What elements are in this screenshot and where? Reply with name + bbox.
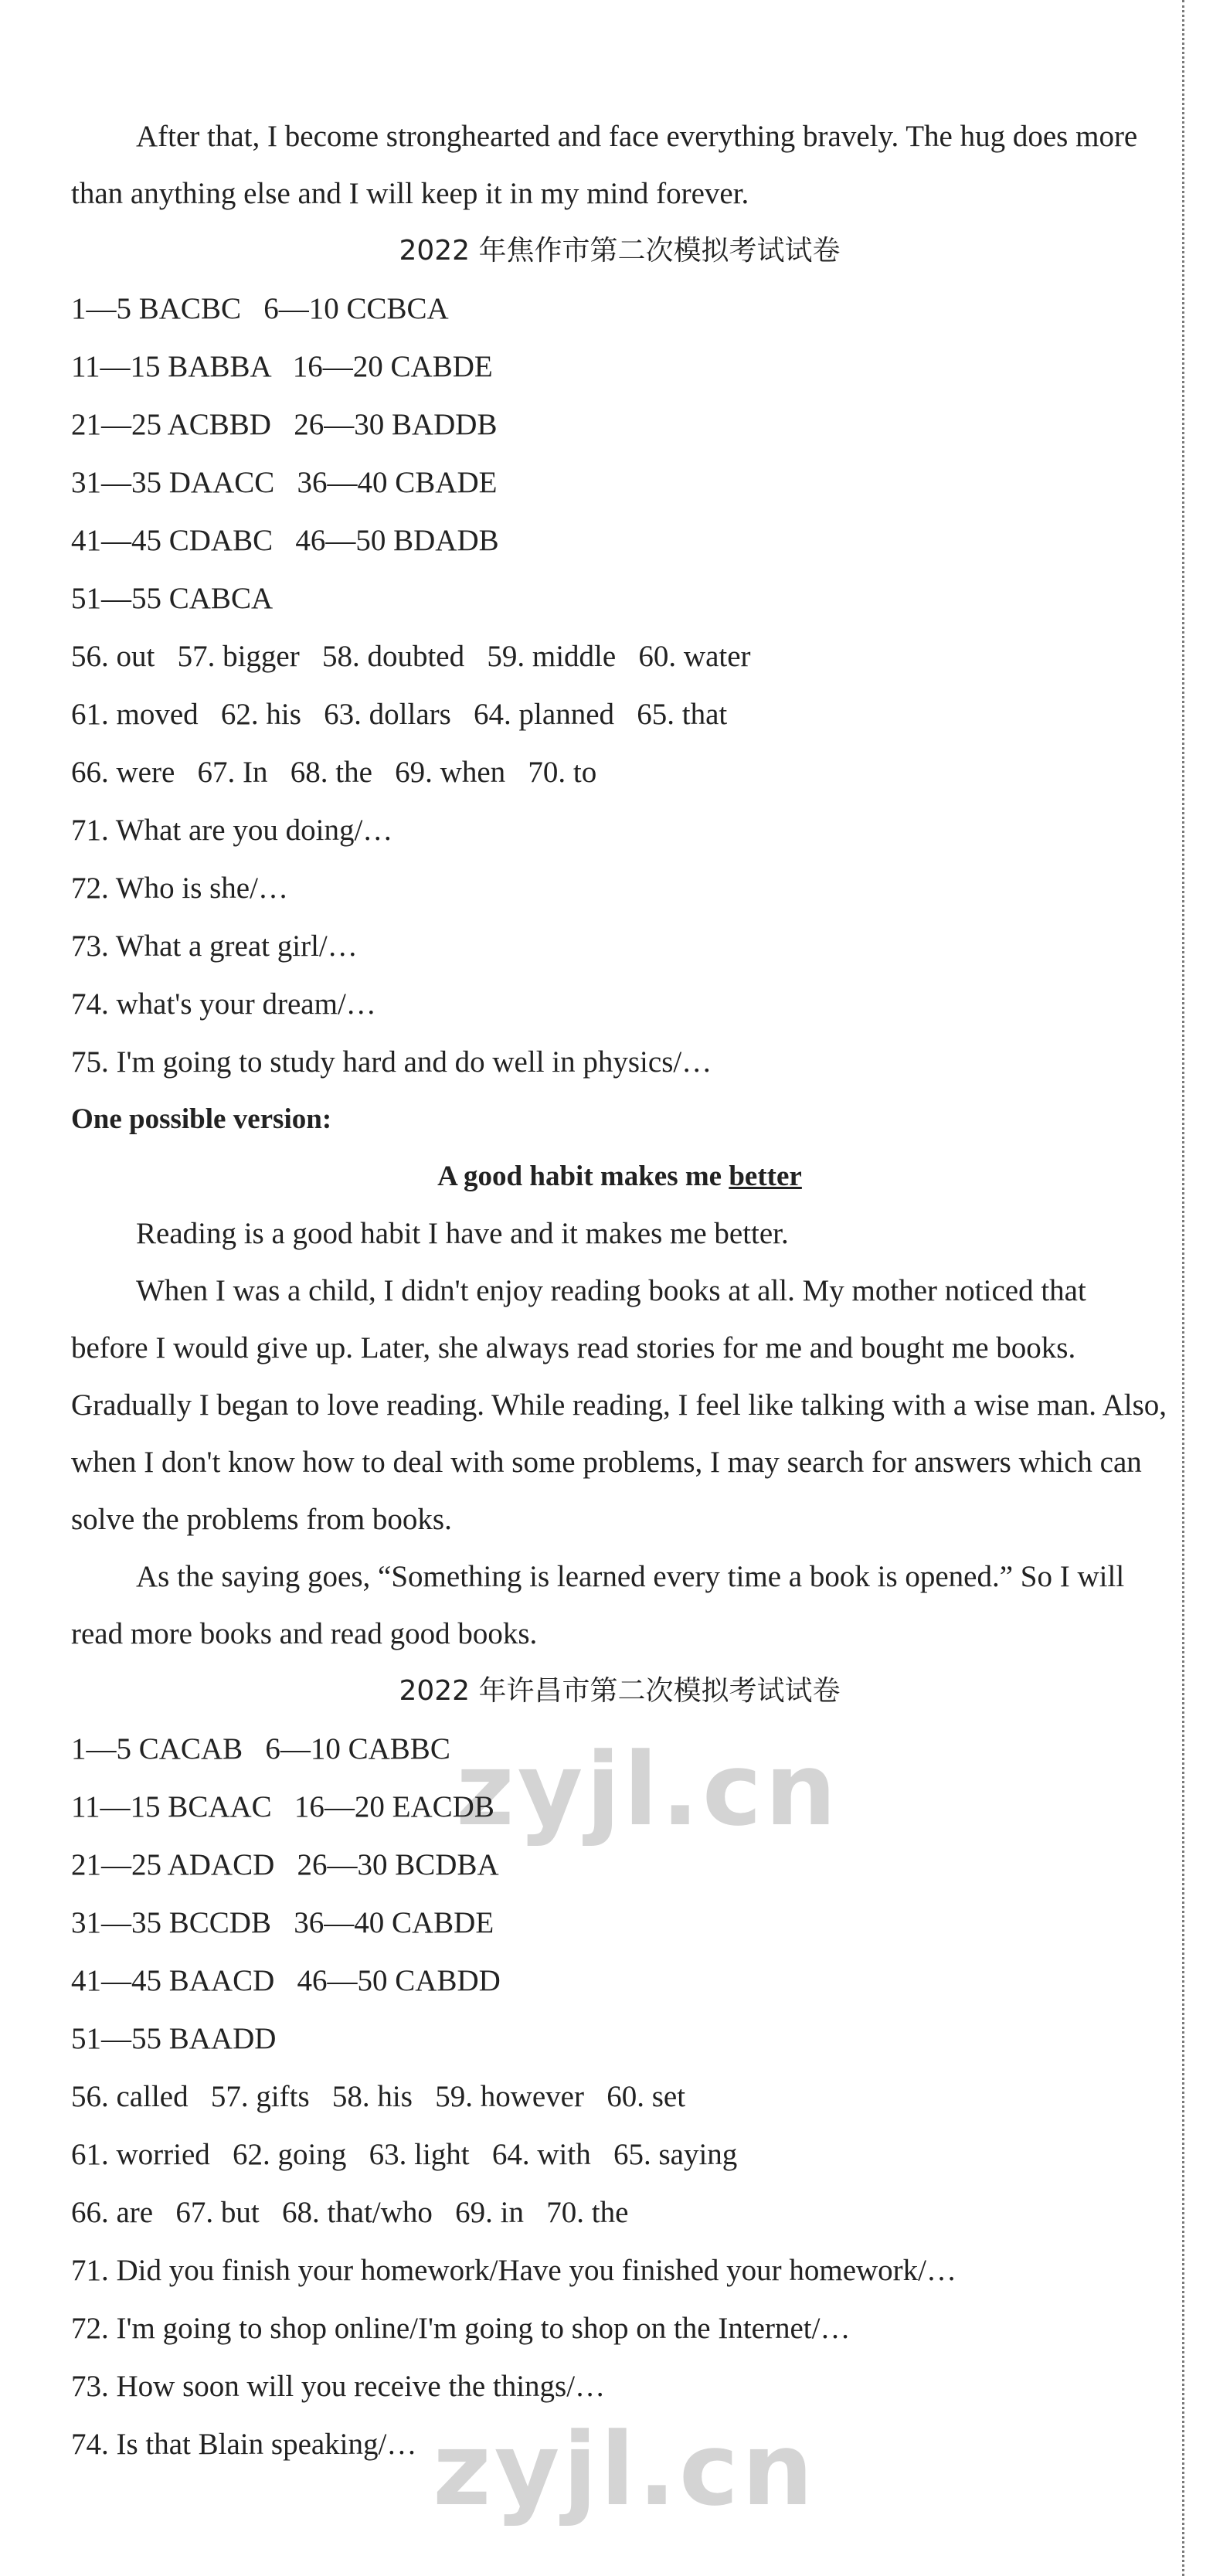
answer-row: 56. called 57. gifts 58. his 59. however 60. set: [71, 2080, 686, 2113]
answer-row: 75. I'm going to study hard and do well in physics/…: [71, 1045, 712, 1079]
essay-paragraph: As the saying goes, “Something is learned every time a book is opened.” So I will read more books and read good books.: [71, 1560, 1125, 1650]
answer-row: 66. are 67. but 68. that/who 69. in 70. the: [71, 2196, 629, 2229]
answer-row: 61. worried 62. going 63. light 64. with 65. saying: [71, 2138, 738, 2171]
essay-title-underlined: better: [729, 1161, 802, 1192]
section-heading-xuchang: 2022 年许昌市第二次模拟考试试卷: [399, 1675, 841, 1707]
answer-row: 21—25 ADACD 26—30 BCDBA: [71, 1848, 499, 1881]
answer-row: 71. Did you finish your homework/Have you finished your homework/…: [71, 2254, 957, 2287]
answer-row: 72. I'm going to shop online/I'm going to shop on the Internet/…: [71, 2312, 851, 2345]
answer-row: 41—45 BAACD 46—50 CABDD: [71, 1964, 501, 1997]
answer-row: 31—35 BCCDB 36—40 CABDE: [71, 1906, 494, 1939]
essay-paragraph: Reading is a good habit I have and it makes me better.: [136, 1217, 789, 1250]
answer-row: 66. were 67. In 68. the 69. when 70. to: [71, 756, 597, 789]
section-heading-jiaozuo: 2022 年焦作市第二次模拟考试试卷: [399, 235, 841, 267]
answer-row: 1—5 BACBC 6—10 CCBCA: [71, 292, 449, 325]
answer-row: 56. out 57. bigger 58. doubted 59. middle 60. water: [71, 640, 751, 673]
answer-row: 51—55 BAADD: [71, 2022, 277, 2055]
answer-row: 74. Is that Blain speaking/…: [71, 2428, 417, 2461]
answer-row: 73. How soon will you receive the things/…: [71, 2370, 606, 2403]
answer-row: 74. what's your dream/…: [71, 987, 376, 1021]
answer-row: 72. Who is she/…: [71, 872, 288, 905]
intro-paragraph: After that, I become stronghearted and face everything bravely. The hug does more than anything else and I will keep it in my mind forever.: [71, 120, 1138, 210]
answer-row: 21—25 ACBBD 26—30 BADDB: [71, 408, 498, 441]
answer-list-xuchang: [71, 1720, 1168, 2473]
version-label: One possible version:: [71, 1103, 332, 1135]
answer-row: 1—5 CACAB 6—10 CABBC: [71, 1732, 450, 1765]
answer-row: 61. moved 62. his 63. dollars 64. planned 65. that: [71, 698, 728, 731]
answer-row: 73. What a great girl/…: [71, 929, 358, 963]
answer-row: 11—15 BCAAC 16—20 EACDB: [71, 1790, 494, 1823]
document-content: [71, 108, 1168, 2473]
answer-row: 11—15 BABBA 16—20 CABDE: [71, 350, 493, 383]
answer-row: 31—35 DAACC 36—40 CBADE: [71, 466, 498, 499]
answer-row: 51—55 CABCA: [71, 582, 274, 615]
essay-title: [71, 1148, 1168, 1205]
watermark-bottom: zyjl.cn: [433, 2411, 817, 2528]
answer-row: 71. What are you doing/…: [71, 814, 393, 847]
essay-paragraph: When I was a child, I didn't enjoy reading books at all. My mother noticed that before I would give up. Later, she always read stories for me and bought me books. Gradually I began to love reading. While reading, I feel like talking with a wise man. Also, when I don't know how to deal with some problems, I may search for answers which can solve the problems from books.: [71, 1274, 1167, 1536]
answer-list-jiaozuo: [71, 280, 1168, 1091]
answer-row: 41—45 CDABC 46—50 BDADB: [71, 524, 499, 557]
watermark-top: zyjl.cn: [456, 1731, 840, 1848]
essay-title-main: A good habit makes me: [437, 1161, 729, 1192]
margin-divider: [1182, 0, 1184, 2576]
